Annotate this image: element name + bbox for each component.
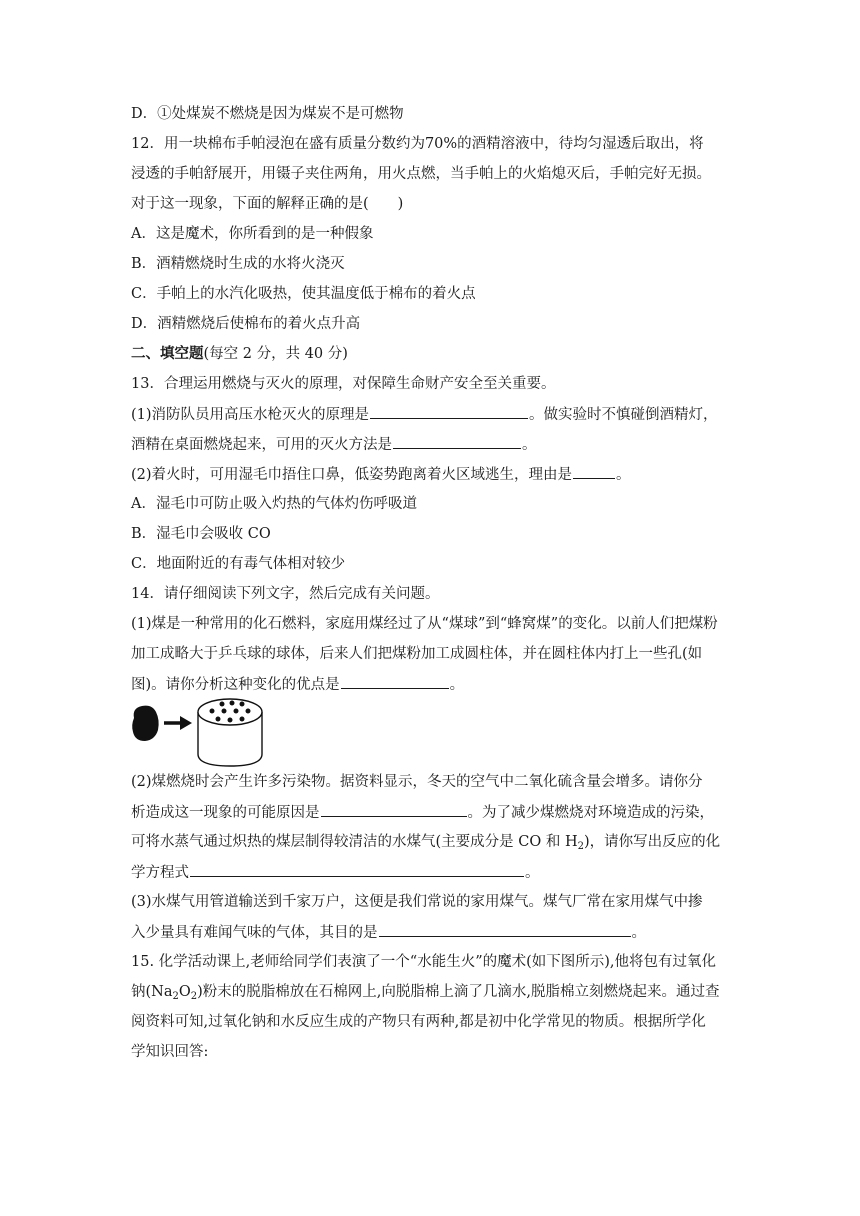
q14-part1-text-a: 图)。请你分析这种变化的优点是 xyxy=(131,677,340,693)
coal-briquette-figure xyxy=(128,692,268,768)
answer-blank[interactable] xyxy=(321,802,467,817)
q14-part3-text-b: 。 xyxy=(631,925,646,941)
q14-part2-line1: (2)煤燃烧时会产生许多污染物。据资料显示，冬天的空气中二氧化硫含量会增多。请你分 xyxy=(131,774,703,790)
coal-ball-shape xyxy=(132,706,158,741)
q14-stem: 14．请仔细阅读下列文字，然后完成有关问题。 xyxy=(131,586,440,602)
q15-text-b: O xyxy=(178,984,191,1000)
q13-part1-text-b: 。做实验时不慎碰倒酒精灯， xyxy=(529,407,718,423)
answer-blank[interactable] xyxy=(573,464,615,479)
answer-blank[interactable] xyxy=(379,922,631,937)
q12-option-b: B．酒精燃烧时生成的水将火浇灭 xyxy=(131,256,345,272)
section-title: 二、填空题 xyxy=(131,345,204,362)
q14-part3-line2 xyxy=(131,922,731,943)
q15-text-a: 钠(Na xyxy=(131,984,173,1000)
q12-stem-line1: 12．用一块棉布手帕浸泡在盛有质量分数约为70%的酒精溶液中，待均匀湿透后取出，将 xyxy=(131,136,704,152)
q12-stem-line2: 浸透的手帕舒展开，用镊子夹住两角，用火点燃，当手帕上的火焰熄灭后，手帕完好无损。 xyxy=(131,166,711,182)
q14-part3-line1: (3)水煤气用管道输送到千家万户，这便是我们常说的家用煤气。煤气厂常在家用煤气中掺 xyxy=(131,894,703,910)
q14-part2-text-c: 可将水蒸气通过炽热的煤层制得较清洁的水煤气(主要成分是 CO 和 H xyxy=(131,834,578,850)
answer-blank[interactable] xyxy=(190,862,524,877)
q13-stem: 13．合理运用燃烧与灭火的原理，对保障生命财产安全至关重要。 xyxy=(131,376,556,392)
q13-part2-text-b: 。 xyxy=(616,467,631,483)
subscript: 2 xyxy=(577,841,584,852)
q12-stem-line3: 对于这一现象，下面的解释正确的是( ) xyxy=(131,196,404,212)
q15-line2 xyxy=(131,982,731,1002)
q13-option-c: C．地面附近的有毒气体相对较少 xyxy=(131,556,346,572)
q14-part2-text-f: 。 xyxy=(525,865,540,881)
q13-part2-text-a: (2)着火时，可用湿毛巾捂住口鼻，低姿势跑离着火区域逃生，理由是 xyxy=(131,467,573,483)
q14-part2-text-e: 学方程式 xyxy=(131,865,189,881)
q14-part1-line1: (1)煤是一种常用的化石燃料，家庭用煤经过了从“煤球”到“蜂窝煤”的变化。以前人们把煤粉 xyxy=(131,616,718,632)
q13-part1-text-a: (1)消防队员用高压水枪灭火的原理是 xyxy=(131,407,370,423)
subscript: 2 xyxy=(190,991,198,1002)
q12-option-d: D．酒精燃烧后使棉布的着火点升高 xyxy=(131,316,361,332)
q14-part2-line3 xyxy=(131,832,731,852)
answer-blank[interactable] xyxy=(370,404,528,419)
q13-part1-text-d: 。 xyxy=(522,437,537,453)
q15-line3: 阅资料可知,过氧化钠和水反应生成的产物只有两种,都是初中化学常见的物质。根据所学化 xyxy=(131,1014,706,1030)
answer-blank[interactable] xyxy=(341,674,449,689)
q14-part2-text-b: 。为了减少煤燃烧对环境造成的污染， xyxy=(467,805,714,821)
q15-line4: 学知识回答: xyxy=(131,1044,209,1060)
section-note: (每空 2 分，共 40 分) xyxy=(203,346,348,362)
q13-part1-text-c: 酒精在桌面燃烧起来，可用的灭火方法是 xyxy=(131,437,392,453)
arrow-head xyxy=(180,716,192,730)
q14-part3-text-a: 入少量具有难闻气味的气体，其目的是 xyxy=(131,925,378,941)
q12-option-c: C．手帕上的水汽化吸热，使其温度低于棉布的着火点 xyxy=(131,286,476,302)
answer-blank[interactable] xyxy=(393,434,521,449)
q15-text-c: )粉末的脱脂棉放在石棉网上,向脱脂棉上滴了几滴水,脱脂棉立刻燃烧起来。通过查 xyxy=(197,984,720,1000)
q12-option-a: A．这是魔术，你所看到的是一种假象 xyxy=(131,226,374,242)
q15-line1: 15. 化学活动课上,老师给同学们表演了一个“水能生火”的魔术(如下图所示),他将包有过氧化 xyxy=(131,954,717,970)
q14-part2-text-d: )，请你写出反应的化 xyxy=(583,834,721,850)
q13-option-b: B．湿毛巾会吸收 CO xyxy=(131,526,271,542)
q13-option-a: A．湿毛巾可防止吸入灼热的气体灼伤呼吸道 xyxy=(131,496,417,512)
q13-part1-line1 xyxy=(131,404,731,425)
q13-part1-line2 xyxy=(131,434,731,455)
q14-part2-line2 xyxy=(131,802,731,823)
q13-part2-line xyxy=(131,464,731,485)
q11-option-d: D．①处煤炭不燃烧是因为煤炭不是可燃物 xyxy=(131,106,404,122)
q14-part2-line4 xyxy=(131,862,731,883)
q14-part1-line2: 加工成略大于乒乓球的球体，后来人们把煤粉加工成圆柱体，并在圆柱体内打上一些孔(如 xyxy=(131,646,703,662)
subscript: 2 xyxy=(172,991,179,1002)
q14-part2-text-a: 析造成这一现象的可能原因是 xyxy=(131,805,320,821)
section-heading xyxy=(131,344,731,364)
q14-part1-text-b: 。 xyxy=(449,677,465,693)
